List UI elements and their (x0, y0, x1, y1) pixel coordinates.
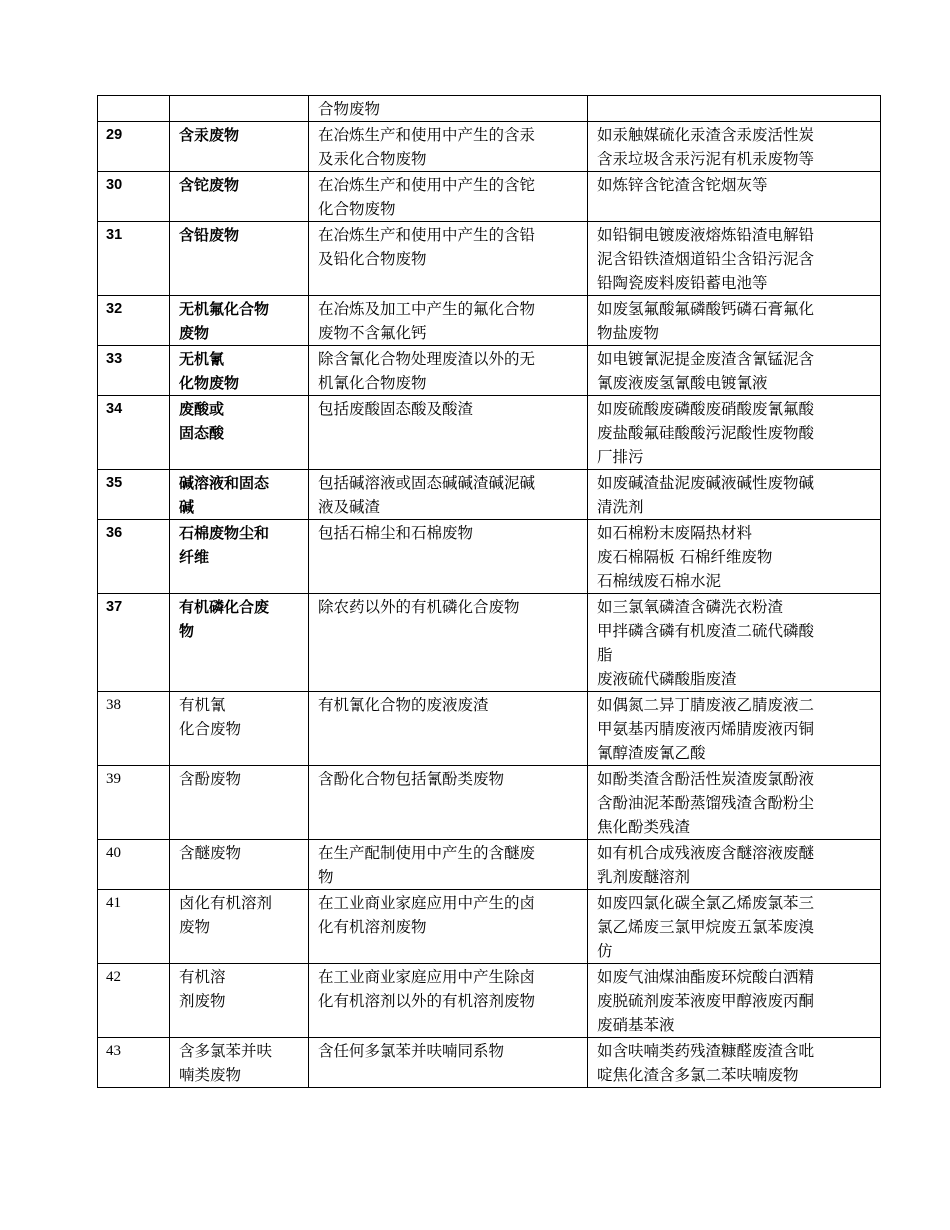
waste-number-cell: 32 (98, 296, 170, 346)
waste-examples-cell (588, 222, 881, 296)
waste-source-cell (309, 172, 588, 222)
waste-number-cell: 39 (98, 766, 170, 840)
waste-name-line: 化物废物 (179, 374, 240, 392)
waste-examples-line: 如偶氮二异丁腈废液乙腈废液二 (597, 696, 815, 714)
waste-examples-cell (588, 396, 881, 470)
waste-examples-line: 如铅铜电镀废液熔炼铅渣电解铅 (597, 226, 815, 244)
waste-number-cell: 30 (98, 172, 170, 222)
waste-source-line: 包括石棉尘和石棉废物 (318, 524, 474, 542)
waste-examples-line: 如石棉粉末废隔热材料 (597, 524, 753, 542)
waste-source-line: 物 (318, 868, 334, 886)
waste-name-line: 卤化有机溶剂 (179, 894, 273, 912)
waste-name-line: 废物 (179, 918, 211, 936)
waste-source-line: 除农药以外的有机磷化合废物 (318, 598, 520, 616)
waste-examples-line: 如废四氯化碳全氯乙烯废氯苯三 (597, 894, 815, 912)
waste-name-cell (170, 172, 309, 222)
waste-examples-line: 甲氨基丙腈废液丙烯腈废液丙铜 (597, 720, 815, 738)
table-row (98, 172, 881, 222)
waste-source-cell (309, 692, 588, 766)
waste-name-line: 剂废物 (179, 992, 226, 1010)
waste-name-line: 无机氟化合物 (179, 300, 270, 318)
waste-source-line: 及汞化合物废物 (318, 150, 427, 168)
waste-name-line: 石棉废物尘和 (179, 524, 270, 542)
waste-examples-cell (588, 96, 881, 122)
waste-name-line: 含汞废物 (179, 126, 240, 144)
waste-name-line: 碱 (179, 498, 195, 516)
table-row (98, 96, 881, 122)
waste-source-cell (309, 840, 588, 890)
waste-name-cell (170, 1038, 309, 1088)
waste-source-line: 废物不含氟化钙 (318, 324, 427, 342)
waste-examples-cell (588, 296, 881, 346)
waste-source-line: 在冶炼生产和使用中产生的含铊 (318, 176, 536, 194)
waste-name-line: 含铅废物 (179, 226, 240, 244)
waste-name-cell (170, 96, 309, 122)
waste-name-cell (170, 470, 309, 520)
waste-source-line: 除含氰化合物处理废渣以外的无 (318, 350, 536, 368)
waste-source-line: 化合物废物 (318, 200, 396, 218)
waste-examples-line: 物盐废物 (597, 324, 660, 342)
waste-examples-line: 厂排污 (597, 448, 644, 466)
waste-name-line: 含醚废物 (179, 844, 242, 862)
waste-examples-line: 氯乙烯废三氯甲烷废五氯苯废溴 (597, 918, 815, 936)
waste-name-cell (170, 766, 309, 840)
hazardous-waste-table (97, 95, 881, 1088)
waste-examples-line: 如含呋喃类药残渣糠醛废渣含吡 (597, 1042, 815, 1060)
waste-name-cell (170, 964, 309, 1038)
waste-source-line: 化有机溶剂废物 (318, 918, 427, 936)
waste-source-line: 在冶炼生产和使用中产生的含汞 (318, 126, 536, 144)
waste-examples-line: 石棉绒废石棉水泥 (597, 572, 722, 590)
waste-examples-line: 含酚油泥苯酚蒸馏残渣含酚粉尘 (597, 794, 815, 812)
waste-name-line: 喃类废物 (179, 1066, 242, 1084)
waste-examples-line: 如汞触媒硫化汞渣含汞废活性炭 (597, 126, 815, 144)
waste-examples-line: 废硝基苯液 (597, 1016, 675, 1034)
waste-source-line: 含任何多氯苯并呋喃同系物 (318, 1042, 505, 1060)
waste-name-line: 无机氰 (179, 350, 225, 368)
waste-name-cell (170, 890, 309, 964)
waste-examples-cell (588, 594, 881, 692)
waste-examples-line: 如废氢氟酸氟磷酸钙磷石膏氟化 (597, 300, 815, 318)
waste-examples-line: 如废硫酸废磷酸废硝酸废氰氟酸 (597, 400, 815, 418)
waste-examples-line: 铅陶瓷废料废铅蓄电池等 (597, 274, 768, 292)
waste-number-cell: 35 (98, 470, 170, 520)
table-row (98, 890, 881, 964)
waste-name-line: 有机溶 (179, 968, 226, 986)
table-row (98, 766, 881, 840)
waste-name-line: 有机磷化合废 (179, 598, 270, 616)
table-row (98, 520, 881, 594)
waste-source-cell (309, 222, 588, 296)
waste-source-cell (309, 964, 588, 1038)
waste-examples-line: 脂 (597, 646, 613, 664)
waste-source-line: 在冶炼生产和使用中产生的含铅 (318, 226, 536, 244)
table-row (98, 1038, 881, 1088)
waste-source-cell (309, 122, 588, 172)
waste-examples-line: 甲拌磷含磷有机废渣二硫代磷酸 (597, 622, 815, 640)
waste-examples-cell (588, 520, 881, 594)
table-row (98, 122, 881, 172)
waste-name-line: 物 (179, 622, 195, 640)
waste-examples-cell (588, 172, 881, 222)
waste-examples-line: 仿 (597, 942, 613, 960)
waste-examples-line: 如炼锌含铊渣含铊烟灰等 (597, 176, 768, 194)
waste-source-cell (309, 470, 588, 520)
waste-name-line: 有机氰 (179, 696, 226, 714)
waste-number-cell: 37 (98, 594, 170, 692)
waste-name-line: 废酸或 (179, 400, 225, 418)
waste-name-line: 固态酸 (179, 424, 225, 442)
waste-source-line: 在工业商业家庭应用中产生的卤 (318, 894, 536, 912)
waste-name-line: 废物 (179, 324, 210, 342)
waste-source-cell (309, 1038, 588, 1088)
waste-number-cell: 29 (98, 122, 170, 172)
waste-number-cell: 31 (98, 222, 170, 296)
waste-source-line: 机氰化合物废物 (318, 374, 427, 392)
waste-name-line: 化合废物 (179, 720, 242, 738)
waste-examples-cell (588, 692, 881, 766)
waste-name-line: 含铊废物 (179, 176, 240, 194)
waste-examples-line: 如酚类渣含酚活性炭渣废氯酚液 (597, 770, 815, 788)
waste-examples-line: 如废气油煤油酯废环烷酸白洒精 (597, 968, 815, 986)
waste-number-cell: 43 (98, 1038, 170, 1088)
waste-examples-cell (588, 470, 881, 520)
waste-source-line: 及铅化合物废物 (318, 250, 427, 268)
waste-name-cell (170, 396, 309, 470)
waste-name-line: 碱溶液和固态 (179, 474, 270, 492)
waste-name-cell (170, 692, 309, 766)
waste-examples-line: 氰废液废氢氰酸电镀氰液 (597, 374, 768, 392)
table-body (98, 96, 881, 1088)
waste-number-cell: 36 (98, 520, 170, 594)
waste-source-cell (309, 520, 588, 594)
waste-source-line: 化有机溶剂以外的有机溶剂废物 (318, 992, 536, 1010)
table-row (98, 692, 881, 766)
waste-source-cell (309, 890, 588, 964)
waste-examples-cell (588, 890, 881, 964)
waste-examples-cell (588, 964, 881, 1038)
waste-source-line: 合物废物 (318, 100, 381, 118)
waste-examples-line: 啶焦化渣含多氯二苯呋喃废物 (597, 1066, 799, 1084)
waste-examples-cell (588, 840, 881, 890)
waste-name-cell (170, 296, 309, 346)
waste-name-cell (170, 122, 309, 172)
waste-source-cell (309, 96, 588, 122)
table-row (98, 840, 881, 890)
table-row (98, 964, 881, 1038)
waste-examples-line: 清洗剂 (597, 498, 644, 516)
waste-number-cell: 33 (98, 346, 170, 396)
waste-examples-line: 如电镀氰泥提金废渣含氰锰泥含 (597, 350, 815, 368)
table-row (98, 222, 881, 296)
waste-source-line: 有机氰化合物的废液废渣 (318, 696, 489, 714)
waste-source-line: 包括碱溶液或固态碱碱渣碱泥碱 (318, 474, 536, 492)
waste-number-cell: 34 (98, 396, 170, 470)
waste-examples-line: 废盐酸氟硅酸酸污泥酸性废物酸 (597, 424, 815, 442)
table-row (98, 594, 881, 692)
waste-examples-cell (588, 346, 881, 396)
waste-source-cell (309, 396, 588, 470)
waste-examples-line: 氰醇渣废氰乙酸 (597, 744, 706, 762)
waste-name-cell (170, 594, 309, 692)
waste-number-cell: 40 (98, 840, 170, 890)
waste-examples-line: 废液硫代磷酸脂废渣 (597, 670, 737, 688)
table-row (98, 296, 881, 346)
table-row (98, 346, 881, 396)
waste-examples-line: 泥含铅铁渣烟道铅尘含铅污泥含 (597, 250, 815, 268)
waste-name-line: 含多氯苯并呋 (179, 1042, 273, 1060)
waste-source-cell (309, 594, 588, 692)
waste-source-line: 包括废酸固态酸及酸渣 (318, 400, 474, 418)
waste-examples-line: 乳剂废醚溶剂 (597, 868, 691, 886)
waste-examples-line: 如有机合成残液废含醚溶液废醚 (597, 844, 815, 862)
waste-number-cell: 41 (98, 890, 170, 964)
waste-examples-cell (588, 766, 881, 840)
waste-examples-cell (588, 1038, 881, 1088)
waste-number-cell: 42 (98, 964, 170, 1038)
table-row (98, 470, 881, 520)
waste-number-cell (98, 96, 170, 122)
waste-examples-line: 废石棉隔板 石棉纤维废物 (597, 548, 773, 566)
waste-name-cell (170, 520, 309, 594)
table-row (98, 396, 881, 470)
waste-source-cell (309, 346, 588, 396)
waste-source-cell (309, 766, 588, 840)
waste-examples-line: 含汞垃圾含汞污泥有机汞废物等 (597, 150, 815, 168)
waste-source-line: 含酚化合物包括氰酚类废物 (318, 770, 505, 788)
waste-number-cell: 38 (98, 692, 170, 766)
waste-examples-line: 焦化酚类残渣 (597, 818, 691, 836)
waste-name-line: 含酚废物 (179, 770, 242, 788)
waste-examples-line: 废脱硫剂废苯液废甲醇液废丙酮 (597, 992, 815, 1010)
waste-name-line: 纤维 (179, 548, 210, 566)
waste-examples-line: 如废碱渣盐泥废碱液碱性废物碱 (597, 474, 815, 492)
waste-source-cell (309, 296, 588, 346)
waste-name-cell (170, 222, 309, 296)
waste-source-line: 在生产配制使用中产生的含醚废 (318, 844, 536, 862)
waste-examples-line: 如三氯氧磷渣含磷洗衣粉渣 (597, 598, 784, 616)
waste-source-line: 在工业商业家庭应用中产生除卤 (318, 968, 536, 986)
waste-name-cell (170, 840, 309, 890)
waste-examples-cell (588, 122, 881, 172)
waste-source-line: 在冶炼及加工中产生的氟化合物 (318, 300, 536, 318)
waste-source-line: 液及碱渣 (318, 498, 381, 516)
waste-name-cell (170, 346, 309, 396)
